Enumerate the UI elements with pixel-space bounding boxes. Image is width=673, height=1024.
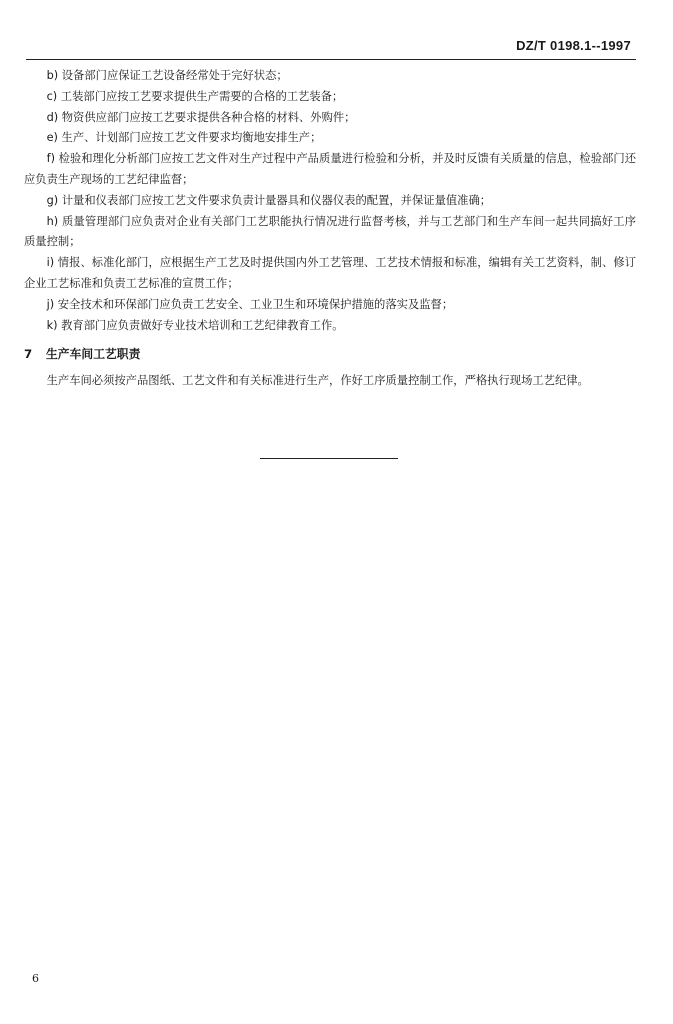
standard-number-header: DZ/T 0198.1--1997 xyxy=(516,38,631,53)
list-item-j: j) 安全技术和环保部门应负责工艺安全、工业卫生和环境保护措施的落实及监督； xyxy=(46,297,454,311)
section-7-body: 生产车间必须按产品图纸、工艺文件和有关标准进行生产，作好工序质量控制工作，严格执行现场工艺纪律。 xyxy=(46,374,589,388)
page-number: 6 xyxy=(32,972,39,985)
section-number: 7 xyxy=(24,347,33,362)
section-7-heading xyxy=(24,344,636,365)
list-item-c: c) 工装部门应按工艺要求提供生产需要的合格的工艺装备； xyxy=(46,89,344,103)
header-rule xyxy=(26,59,636,60)
list-item-i: i) 情报、标准化部门，应根据生产工艺及时提供国内外工艺管理、工艺技术情报和标准，编辑有关工艺资料，制、修订企业工艺标准和负责工艺标准的宣贯工作； xyxy=(24,256,636,290)
list-item-b: b) 设备部门应保证工艺设备经常处于完好状态； xyxy=(46,69,288,82)
list-item-g: g) 计量和仪表部门应按工艺文件要求负责计量器具和仪器仪表的配置，并保证量值准确； xyxy=(46,193,492,207)
list-item-h: h) 质量管理部门应负责对企业有关部门工艺职能执行情况进行监督考核，并与工艺部门和生产车间一起共同搞好工序质量控制； xyxy=(24,214,636,249)
list-item-d: d) 物资供应部门应按工艺要求提供各种合格的材料、外购件； xyxy=(46,110,356,124)
list-item-f: f) 检验和理化分析部门应按工艺文件对生产过程中产品质量进行检验和分析，并及时反馈有关质量的信息，检验部门还应负责生产现场的工艺纪律监督； xyxy=(24,152,636,186)
document-body xyxy=(24,66,636,392)
list-item-e: e) 生产、计划部门应按工艺文件要求均衡地安排生产； xyxy=(46,131,322,145)
section-title: 生产车间工艺职责 xyxy=(46,347,141,362)
list-item-k: k) 教育部门应负责做好专业技术培训和工艺纪律教育工作。 xyxy=(46,318,344,332)
end-rule xyxy=(260,458,398,459)
